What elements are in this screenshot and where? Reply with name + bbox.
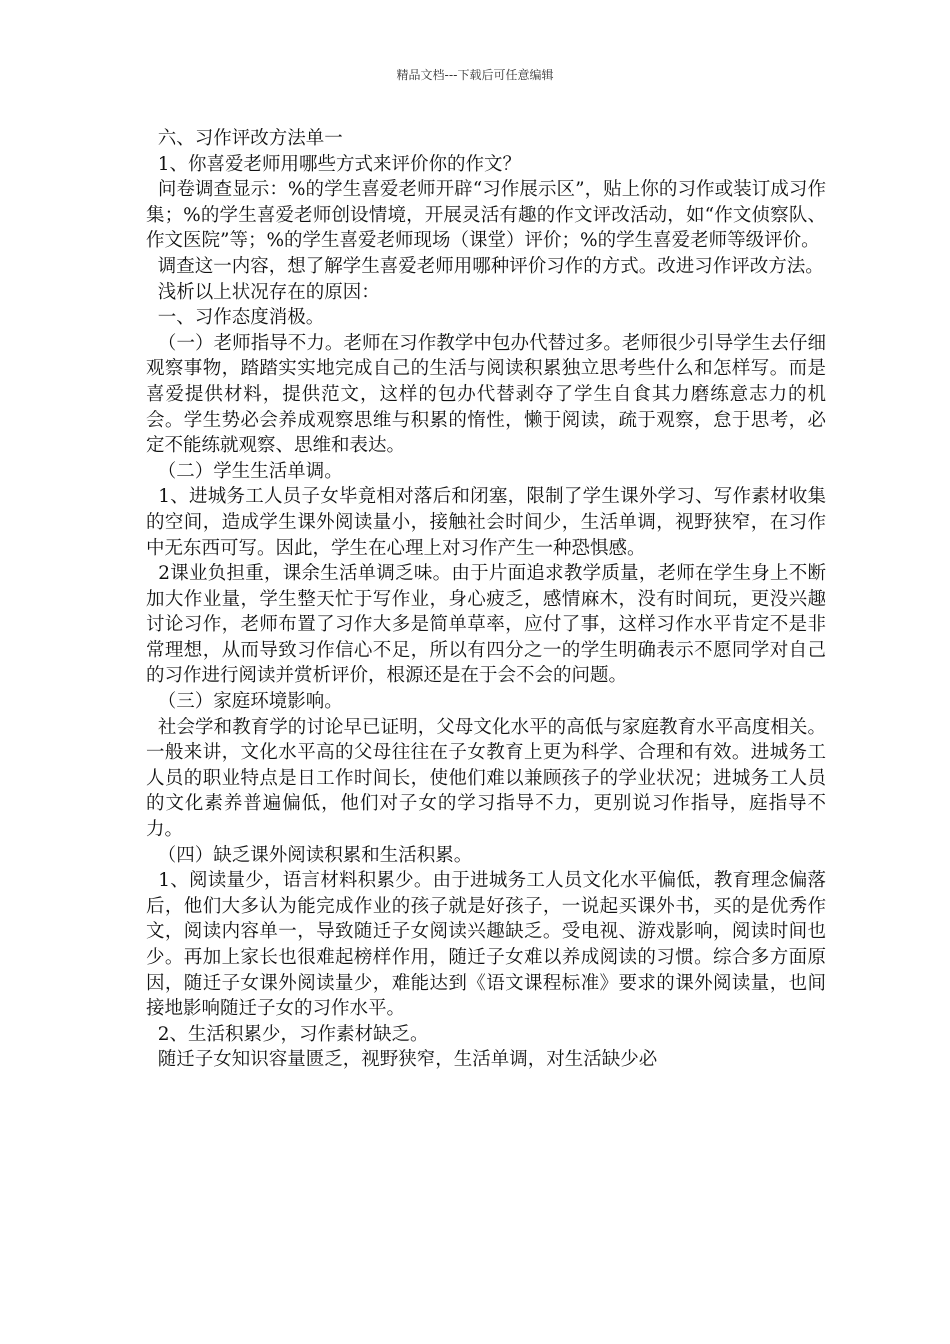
subheading: （二）学生生活单调。 <box>157 460 343 482</box>
paragraph: 2课业负担重，课余生活单调乏味。由于片面追求教学质量，老师在学生身上不断加大作业量，学生整天忙于写作业，身心疲乏，感情麻木，没有时间玩，更没兴趣讨论习作，老师布置了习作大多是简单草率，应付了事，这样习作水平肯定不是非常理想，从而导致习作信心不足，所以有四分之一的学生明确表示不愿同学对自己的习作进行阅读并赏析评价，根源还是在于会不会的问题。 <box>146 563 826 687</box>
document-body <box>146 126 826 1073</box>
subheading: （四）缺乏课外阅读积累和生活积累。 <box>157 844 473 866</box>
paragraph: 问卷调查显示：%的学生喜爱老师开辟“习作展示区”，贴上你的习作或装订成习作集；%的学生喜爱老师创设情境，开展灵活有趣的作文评改活动，如“作文侦察队、作文医院”等；%的学生喜爱老师现场（课堂）评价；%的学生喜爱老师等级评价。 <box>146 179 826 252</box>
paragraph: 1、进城务工人员子女毕竟相对落后和闭塞，限制了学生课外学习、写作素材收集的空间，造成学生课外阅读量小，接触社会时间少，生活单调，视野狭窄，在习作中无东西可写。因此，学生在心理上对习作产生一种恐惧感。 <box>146 486 826 559</box>
subheading: （三）家庭环境影响。 <box>157 691 343 713</box>
heading-section-6: 六、习作评改方法单一 <box>157 128 343 149</box>
heading-section-1: 一、习作态度消极。 <box>157 307 325 329</box>
survey-question: 1、你喜爱老师用哪些方式来评价你的作文？ <box>157 153 522 175</box>
paragraph: 社会学和教育学的讨论早已证明，父母文化水平的高低与家庭教育水平高度相关。一般来讲，文化水平高的父母往往在子女教育上更为科学、合理和有效。进城务工人员的职业特点是日工作时间长，使他们难以兼顾孩子的学业状况；进城务工人员的文化素养普遍偏低，他们对子女的学习指导不力，更别说习作指导，庭指导不力。 <box>146 716 826 841</box>
paragraph: 调查这一内容，想了解学生喜爱老师用哪种评价习作的方式。改进习作评改方法。 <box>157 255 824 277</box>
paragraph: 2、生活积累少，习作素材缺乏。 <box>157 1023 429 1045</box>
page-header: 精品文档---下载后可任意编辑 <box>396 68 554 82</box>
paragraph: 1、阅读量少，语言材料积累少。由于进城务工人员文化水平偏低，教育理念偏落后，他们大多认为能完成作业的孩子就是好孩子，一说起买课外书，买的是优秀作文，阅读内容单一，导致随迁子女阅读兴趣缺乏。受电视、游戏影响，阅读时间也少。再加上家长也很难起榜样作用，随迁子女难以养成阅读的习惯。综合多方面原因，随迁子女课外阅读量少，难能达到《语文课程标准》要求的课外阅读量，也间接地影响随迁子女的习作水平。 <box>146 870 826 1020</box>
paragraph: 随迁子女知识容量匮乏，视野狭窄，生活单调，对生活缺少必 <box>157 1049 658 1071</box>
paragraph: （一）老师指导不力。老师在习作教学中包办代替过多。老师很少引导学生去仔细观察事物，踏踏实实地完成自己的生活与阅读积累独立思考些什么和怎样写。而是喜爱提供材料，提供范文，这样的包办代替剥夺了学生自食其力磨练意志力的机会。学生势必会养成观察思维与积累的惰性，懒于阅读，疏于观察，怠于思考，必定不能练就观察、思维和表达。 <box>146 332 826 457</box>
paragraph: 浅析以上状况存在的原因： <box>157 281 380 303</box>
